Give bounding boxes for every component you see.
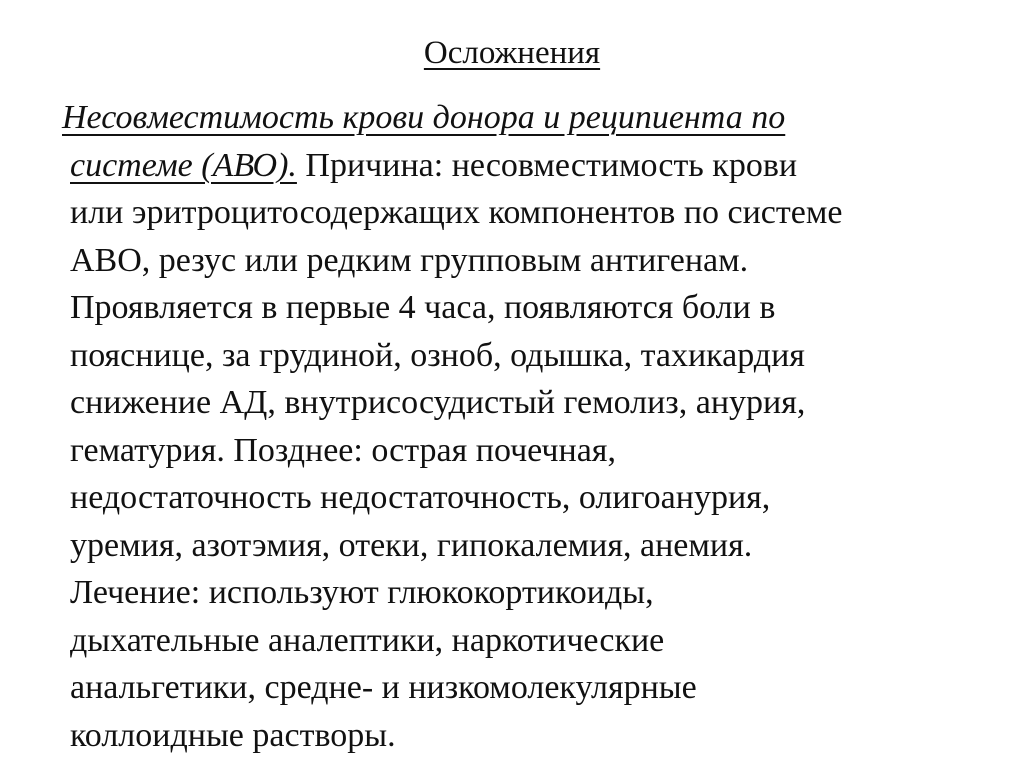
- body-line: снижение АД, внутрисосудистый гемолиз, анурия,: [70, 384, 806, 421]
- cause-text: Причина: несовместимость крови: [296, 146, 798, 184]
- body-line: пояснице, за грудиной, озноб, одышка, тахикардия: [70, 336, 805, 374]
- body-line: недостаточность недостаточность, олигоанурия,: [70, 479, 771, 516]
- lead-text-2: системе (АВО).: [70, 146, 297, 184]
- body-line: Лечение: используют глюкокортикоиды,: [70, 574, 654, 611]
- body-line: Проявляется в первые 4 часа, появляются боли в: [70, 289, 776, 326]
- body-line: или эритроцитосодержащих компонентов по системе: [70, 194, 843, 231]
- body-line: анальгетики, средне- и низкомолекулярные: [70, 669, 697, 706]
- lead-line-1: [62, 94, 990, 142]
- lead-line-2: [70, 142, 990, 190]
- lead-text-1: Несовместимость крови донора и реципиента по: [62, 99, 786, 136]
- body-line: АВО, резус или редким групповым антигенам.: [70, 241, 749, 279]
- slide-title: Осложнения: [423, 35, 601, 71]
- slide-body: [62, 94, 990, 759]
- body-line: гематурия. Позднее: острая почечная,: [70, 431, 616, 469]
- body-line: коллоидные растворы.: [70, 716, 396, 754]
- body-line: дыхательные аналептики, наркотические: [70, 621, 665, 659]
- body-line: уремия, азотэмия, отеки, гипокалемия, анемия.: [70, 526, 753, 564]
